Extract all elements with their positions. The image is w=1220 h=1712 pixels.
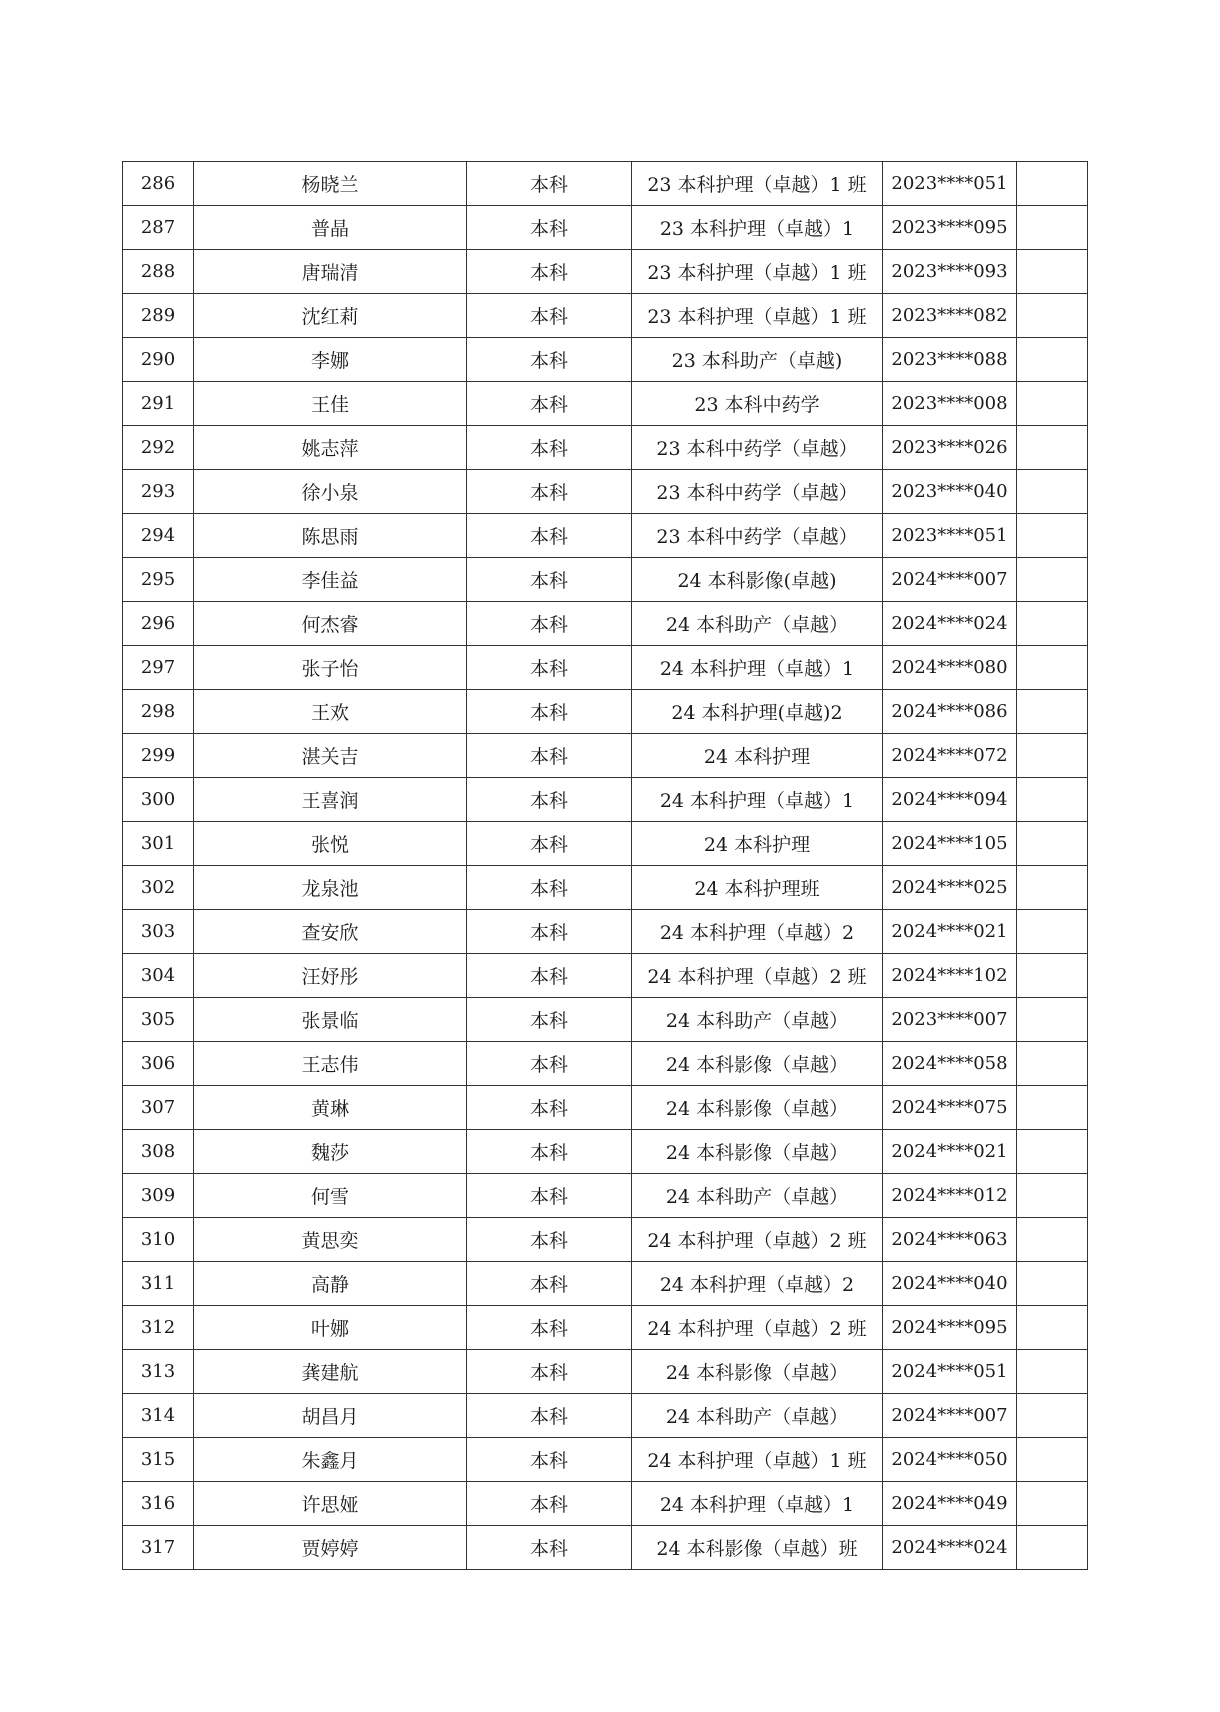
cell-class-name: 24 本科护理（卓越）1 xyxy=(632,1482,883,1526)
cell-row-number: 308 xyxy=(123,1130,194,1174)
cell-student-name: 黄思奕 xyxy=(194,1218,467,1262)
table-row xyxy=(123,1042,1088,1086)
cell-student-name: 王喜润 xyxy=(194,778,467,822)
cell-remark xyxy=(1017,822,1088,866)
table-row xyxy=(123,1218,1088,1262)
cell-student-name: 王志伟 xyxy=(194,1042,467,1086)
cell-student-name: 查安欣 xyxy=(194,910,467,954)
table-row xyxy=(123,1394,1088,1438)
cell-row-number: 305 xyxy=(123,998,194,1042)
cell-student-name: 沈红莉 xyxy=(194,294,467,338)
table-row xyxy=(123,1174,1088,1218)
cell-education-level: 本科 xyxy=(467,690,632,734)
cell-student-name: 许思娅 xyxy=(194,1482,467,1526)
cell-education-level: 本科 xyxy=(467,1262,632,1306)
cell-education-level: 本科 xyxy=(467,910,632,954)
cell-remark xyxy=(1017,1042,1088,1086)
cell-student-name: 李佳益 xyxy=(194,558,467,602)
cell-row-number: 298 xyxy=(123,690,194,734)
cell-student-name: 李娜 xyxy=(194,338,467,382)
cell-student-name: 张景临 xyxy=(194,998,467,1042)
cell-remark xyxy=(1017,162,1088,206)
cell-remark xyxy=(1017,1306,1088,1350)
cell-remark xyxy=(1017,1086,1088,1130)
cell-row-number: 295 xyxy=(123,558,194,602)
cell-student-name: 姚志萍 xyxy=(194,426,467,470)
cell-education-level: 本科 xyxy=(467,998,632,1042)
table-row xyxy=(123,778,1088,822)
cell-student-name: 黄琳 xyxy=(194,1086,467,1130)
cell-class-name: 24 本科助产（卓越） xyxy=(632,1174,883,1218)
cell-student-id: 2024****063 xyxy=(883,1218,1017,1262)
cell-row-number: 317 xyxy=(123,1526,194,1570)
cell-student-id: 2024****007 xyxy=(883,558,1017,602)
cell-student-id: 2024****075 xyxy=(883,1086,1017,1130)
cell-class-name: 24 本科护理(卓越)2 xyxy=(632,690,883,734)
table-row xyxy=(123,470,1088,514)
table-row xyxy=(123,1130,1088,1174)
cell-education-level: 本科 xyxy=(467,1526,632,1570)
cell-education-level: 本科 xyxy=(467,602,632,646)
cell-row-number: 306 xyxy=(123,1042,194,1086)
table-row xyxy=(123,1262,1088,1306)
cell-student-name: 王欢 xyxy=(194,690,467,734)
cell-student-id: 2024****012 xyxy=(883,1174,1017,1218)
cell-student-id: 2023****088 xyxy=(883,338,1017,382)
cell-education-level: 本科 xyxy=(467,1174,632,1218)
cell-class-name: 23 本科护理（卓越）1 班 xyxy=(632,250,883,294)
cell-education-level: 本科 xyxy=(467,954,632,998)
cell-education-level: 本科 xyxy=(467,426,632,470)
cell-student-id: 2024****086 xyxy=(883,690,1017,734)
cell-class-name: 24 本科护理（卓越）2 班 xyxy=(632,954,883,998)
cell-class-name: 23 本科助产（卓越) xyxy=(632,338,883,382)
cell-student-name: 湛关吉 xyxy=(194,734,467,778)
cell-row-number: 292 xyxy=(123,426,194,470)
cell-student-id: 2024****080 xyxy=(883,646,1017,690)
table-row xyxy=(123,734,1088,778)
cell-class-name: 24 本科护理（卓越）2 xyxy=(632,1262,883,1306)
cell-remark xyxy=(1017,866,1088,910)
cell-student-name: 龚建航 xyxy=(194,1350,467,1394)
cell-student-name: 汪妤彤 xyxy=(194,954,467,998)
cell-remark xyxy=(1017,1394,1088,1438)
cell-class-name: 24 本科护理（卓越）2 xyxy=(632,910,883,954)
cell-student-id: 2024****021 xyxy=(883,1130,1017,1174)
cell-education-level: 本科 xyxy=(467,1438,632,1482)
cell-education-level: 本科 xyxy=(467,382,632,426)
cell-class-name: 24 本科影像（卓越） xyxy=(632,1130,883,1174)
cell-student-id: 2023****082 xyxy=(883,294,1017,338)
cell-student-name: 龙泉池 xyxy=(194,866,467,910)
cell-education-level: 本科 xyxy=(467,646,632,690)
cell-education-level: 本科 xyxy=(467,1086,632,1130)
cell-education-level: 本科 xyxy=(467,1042,632,1086)
cell-student-name: 胡昌月 xyxy=(194,1394,467,1438)
cell-education-level: 本科 xyxy=(467,1130,632,1174)
cell-class-name: 23 本科中药学（卓越） xyxy=(632,426,883,470)
cell-row-number: 311 xyxy=(123,1262,194,1306)
table-row xyxy=(123,382,1088,426)
cell-education-level: 本科 xyxy=(467,734,632,778)
cell-education-level: 本科 xyxy=(467,1218,632,1262)
cell-remark xyxy=(1017,690,1088,734)
cell-class-name: 24 本科助产（卓越） xyxy=(632,998,883,1042)
table-row xyxy=(123,250,1088,294)
table-row xyxy=(123,646,1088,690)
cell-row-number: 294 xyxy=(123,514,194,558)
cell-education-level: 本科 xyxy=(467,294,632,338)
cell-remark xyxy=(1017,558,1088,602)
table-row xyxy=(123,426,1088,470)
cell-education-level: 本科 xyxy=(467,162,632,206)
cell-student-id: 2024****072 xyxy=(883,734,1017,778)
cell-remark xyxy=(1017,734,1088,778)
cell-row-number: 297 xyxy=(123,646,194,690)
cell-row-number: 303 xyxy=(123,910,194,954)
cell-student-id: 2024****058 xyxy=(883,1042,1017,1086)
cell-education-level: 本科 xyxy=(467,778,632,822)
cell-education-level: 本科 xyxy=(467,866,632,910)
cell-student-id: 2024****051 xyxy=(883,1350,1017,1394)
cell-class-name: 24 本科影像(卓越) xyxy=(632,558,883,602)
cell-class-name: 24 本科护理（卓越）1 xyxy=(632,646,883,690)
cell-remark xyxy=(1017,910,1088,954)
cell-education-level: 本科 xyxy=(467,250,632,294)
cell-student-name: 张子怡 xyxy=(194,646,467,690)
table-row xyxy=(123,558,1088,602)
cell-student-id: 2024****025 xyxy=(883,866,1017,910)
cell-row-number: 300 xyxy=(123,778,194,822)
cell-class-name: 24 本科护理 xyxy=(632,822,883,866)
cell-remark xyxy=(1017,1482,1088,1526)
cell-student-id: 2023****051 xyxy=(883,162,1017,206)
table-row xyxy=(123,1306,1088,1350)
table-row xyxy=(123,162,1088,206)
cell-student-name: 魏莎 xyxy=(194,1130,467,1174)
cell-remark xyxy=(1017,1262,1088,1306)
cell-student-id: 2024****102 xyxy=(883,954,1017,998)
cell-class-name: 23 本科护理（卓越）1 班 xyxy=(632,162,883,206)
cell-student-name: 张悦 xyxy=(194,822,467,866)
cell-education-level: 本科 xyxy=(467,470,632,514)
table-row xyxy=(123,1350,1088,1394)
cell-education-level: 本科 xyxy=(467,1394,632,1438)
cell-remark xyxy=(1017,426,1088,470)
table-row xyxy=(123,206,1088,250)
cell-row-number: 299 xyxy=(123,734,194,778)
cell-row-number: 312 xyxy=(123,1306,194,1350)
cell-student-id: 2023****040 xyxy=(883,470,1017,514)
table-row xyxy=(123,1438,1088,1482)
table-row xyxy=(123,866,1088,910)
cell-row-number: 293 xyxy=(123,470,194,514)
cell-student-id: 2023****008 xyxy=(883,382,1017,426)
cell-row-number: 309 xyxy=(123,1174,194,1218)
cell-class-name: 23 本科护理（卓越）1 班 xyxy=(632,294,883,338)
cell-remark xyxy=(1017,602,1088,646)
table-row xyxy=(123,1482,1088,1526)
cell-remark xyxy=(1017,1174,1088,1218)
cell-class-name: 23 本科护理（卓越）1 xyxy=(632,206,883,250)
cell-education-level: 本科 xyxy=(467,1350,632,1394)
cell-class-name: 24 本科护理班 xyxy=(632,866,883,910)
cell-education-level: 本科 xyxy=(467,1482,632,1526)
cell-student-name: 陈思雨 xyxy=(194,514,467,558)
cell-class-name: 24 本科护理（卓越）1 xyxy=(632,778,883,822)
cell-student-name: 徐小泉 xyxy=(194,470,467,514)
cell-class-name: 23 本科中药学（卓越） xyxy=(632,514,883,558)
student-list-table xyxy=(122,161,1088,1570)
cell-remark xyxy=(1017,1350,1088,1394)
cell-student-id: 2024****024 xyxy=(883,1526,1017,1570)
cell-row-number: 289 xyxy=(123,294,194,338)
cell-class-name: 24 本科影像（卓越） xyxy=(632,1086,883,1130)
cell-education-level: 本科 xyxy=(467,206,632,250)
cell-student-name: 高静 xyxy=(194,1262,467,1306)
cell-row-number: 316 xyxy=(123,1482,194,1526)
cell-row-number: 291 xyxy=(123,382,194,426)
table-row xyxy=(123,338,1088,382)
cell-class-name: 24 本科影像（卓越）班 xyxy=(632,1526,883,1570)
cell-class-name: 24 本科助产（卓越） xyxy=(632,602,883,646)
cell-student-name: 叶娜 xyxy=(194,1306,467,1350)
table-row xyxy=(123,910,1088,954)
cell-class-name: 24 本科影像（卓越） xyxy=(632,1350,883,1394)
cell-class-name: 23 本科中药学 xyxy=(632,382,883,426)
table-row xyxy=(123,514,1088,558)
cell-education-level: 本科 xyxy=(467,338,632,382)
cell-remark xyxy=(1017,954,1088,998)
cell-remark xyxy=(1017,1438,1088,1482)
cell-student-id: 2023****026 xyxy=(883,426,1017,470)
cell-student-id: 2023****095 xyxy=(883,206,1017,250)
cell-student-name: 王佳 xyxy=(194,382,467,426)
cell-remark xyxy=(1017,1130,1088,1174)
cell-student-id: 2024****094 xyxy=(883,778,1017,822)
cell-remark xyxy=(1017,646,1088,690)
cell-class-name: 24 本科护理（卓越）2 班 xyxy=(632,1306,883,1350)
cell-remark xyxy=(1017,294,1088,338)
cell-class-name: 23 本科中药学（卓越） xyxy=(632,470,883,514)
table-row xyxy=(123,998,1088,1042)
cell-student-id: 2023****051 xyxy=(883,514,1017,558)
cell-row-number: 296 xyxy=(123,602,194,646)
cell-remark xyxy=(1017,250,1088,294)
cell-row-number: 307 xyxy=(123,1086,194,1130)
cell-row-number: 287 xyxy=(123,206,194,250)
table-row xyxy=(123,1086,1088,1130)
cell-student-id: 2023****007 xyxy=(883,998,1017,1042)
cell-student-name: 朱鑫月 xyxy=(194,1438,467,1482)
cell-student-id: 2023****093 xyxy=(883,250,1017,294)
cell-row-number: 302 xyxy=(123,866,194,910)
cell-student-id: 2024****024 xyxy=(883,602,1017,646)
cell-education-level: 本科 xyxy=(467,558,632,602)
cell-row-number: 315 xyxy=(123,1438,194,1482)
cell-row-number: 314 xyxy=(123,1394,194,1438)
cell-class-name: 24 本科护理（卓越）1 班 xyxy=(632,1438,883,1482)
cell-remark xyxy=(1017,1526,1088,1570)
cell-student-name: 杨晓兰 xyxy=(194,162,467,206)
cell-student-name: 贾婷婷 xyxy=(194,1526,467,1570)
cell-student-id: 2024****105 xyxy=(883,822,1017,866)
cell-remark xyxy=(1017,998,1088,1042)
table-row xyxy=(123,954,1088,998)
cell-row-number: 288 xyxy=(123,250,194,294)
cell-class-name: 24 本科护理（卓越）2 班 xyxy=(632,1218,883,1262)
cell-row-number: 310 xyxy=(123,1218,194,1262)
table-row xyxy=(123,602,1088,646)
cell-remark xyxy=(1017,778,1088,822)
cell-row-number: 304 xyxy=(123,954,194,998)
cell-remark xyxy=(1017,206,1088,250)
cell-remark xyxy=(1017,338,1088,382)
cell-class-name: 24 本科影像（卓越） xyxy=(632,1042,883,1086)
table-row xyxy=(123,294,1088,338)
cell-student-name: 唐瑞清 xyxy=(194,250,467,294)
cell-student-name: 何雪 xyxy=(194,1174,467,1218)
cell-education-level: 本科 xyxy=(467,514,632,558)
cell-student-id: 2024****050 xyxy=(883,1438,1017,1482)
cell-education-level: 本科 xyxy=(467,822,632,866)
cell-row-number: 290 xyxy=(123,338,194,382)
cell-remark xyxy=(1017,470,1088,514)
table-row xyxy=(123,822,1088,866)
cell-row-number: 301 xyxy=(123,822,194,866)
cell-row-number: 313 xyxy=(123,1350,194,1394)
cell-student-id: 2024****021 xyxy=(883,910,1017,954)
table-row xyxy=(123,1526,1088,1570)
cell-student-id: 2024****095 xyxy=(883,1306,1017,1350)
table-row xyxy=(123,690,1088,734)
table-body xyxy=(123,162,1088,1570)
cell-class-name: 24 本科助产（卓越） xyxy=(632,1394,883,1438)
cell-education-level: 本科 xyxy=(467,1306,632,1350)
cell-student-name: 普晶 xyxy=(194,206,467,250)
cell-remark xyxy=(1017,1218,1088,1262)
cell-student-name: 何杰睿 xyxy=(194,602,467,646)
cell-student-id: 2024****049 xyxy=(883,1482,1017,1526)
cell-student-id: 2024****040 xyxy=(883,1262,1017,1306)
cell-remark xyxy=(1017,514,1088,558)
cell-class-name: 24 本科护理 xyxy=(632,734,883,778)
cell-remark xyxy=(1017,382,1088,426)
cell-student-id: 2024****007 xyxy=(883,1394,1017,1438)
cell-row-number: 286 xyxy=(123,162,194,206)
